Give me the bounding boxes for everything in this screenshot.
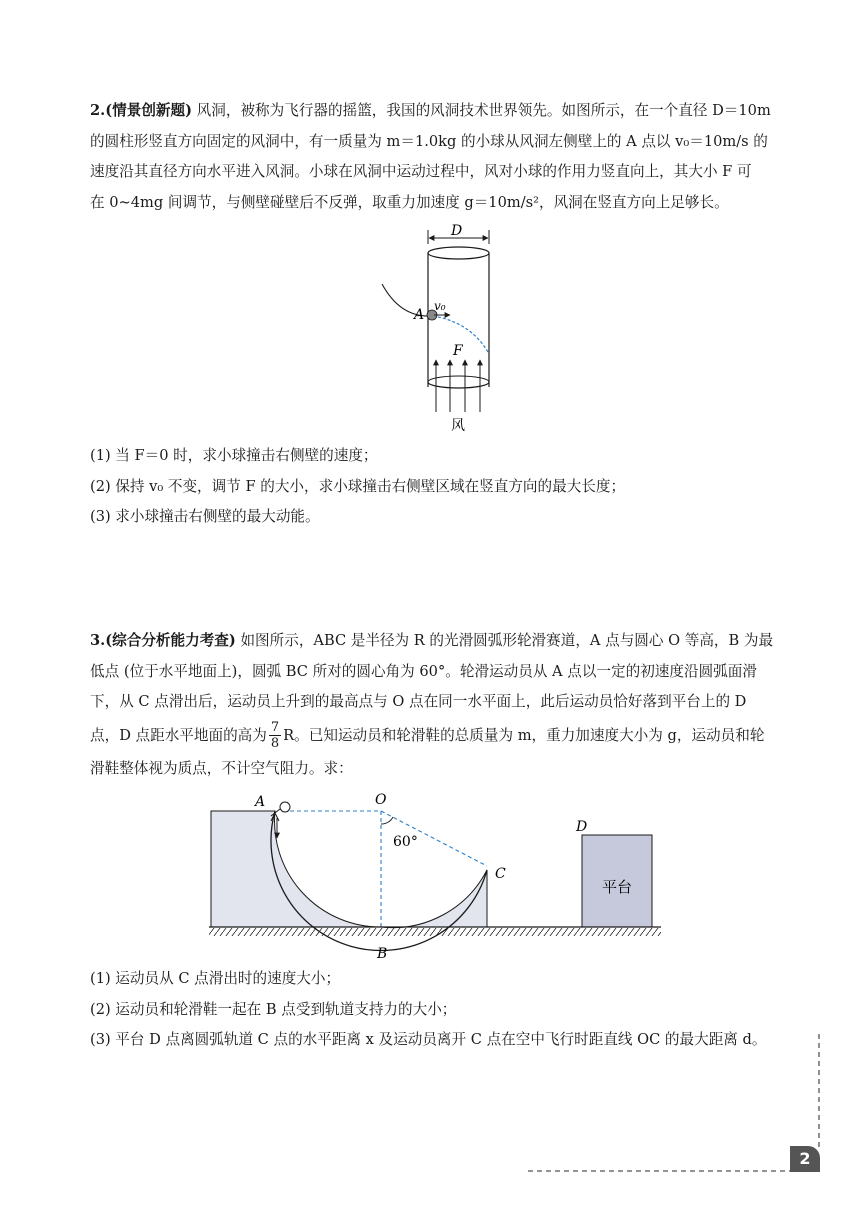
ramp-block-right (381, 870, 487, 928)
q3-stem-fragment: R。已知运动员和轮滑鞋的总质量为 m，重力加速度大小为 g，运动员和轮 (283, 726, 765, 744)
angle-arc (381, 817, 393, 824)
track-figure (205, 788, 665, 963)
ground-hatch (209, 928, 661, 936)
label-platform: 平台 (602, 878, 633, 896)
label-O: O (375, 792, 387, 808)
q2-parts (90, 441, 820, 533)
page-corner-decoration (520, 1030, 830, 1180)
label-wind: 风 (451, 418, 465, 434)
label-C: C (495, 866, 506, 882)
question-tag: (情景创新题) (105, 102, 193, 119)
q2-stem-line: 风洞，被称为飞行器的摇篮，我国的风洞技术世界领先。如图所示，在一个直径 D＝10m (196, 102, 771, 119)
q3-stem-line: 如图所示，ABC 是半径为 R 的光滑圆弧形轮滑赛道，A 点与圆心 O 等高，B 为最 (240, 632, 774, 649)
label-B: B (377, 946, 388, 962)
q2-part-1: (1) 当 F＝0 时，求小球撞击右侧壁的速度； (90, 447, 378, 464)
label-v0: v₀ (434, 299, 446, 313)
q2-stem-line: 在 0~4mg 间调节，与侧壁碰壁后不反弹，取重力加速度 g＝10m/s²，风洞在竖直方向上足够长。 (90, 193, 729, 211)
tunnel-top-ellipse (428, 247, 489, 259)
fraction-7-8 (269, 720, 281, 751)
q3-stem-line: 下，从 C 点滑出后，运动员上升到的最高点与 O 点在同一水平面上，此后运动员恰好落到平台上的 D (90, 693, 747, 710)
q2-stem-line: 的圆柱形竖直方向固定的风洞中，有一质量为 m＝1.0kg 的小球从风洞左侧壁上的 A 点以 v₀＝10m/s 的 (90, 132, 768, 150)
skater-head (280, 802, 290, 812)
question-number: 2. (90, 102, 106, 119)
question-tag: (综合分析能力考查) (105, 632, 236, 649)
q3-line-1 (90, 626, 808, 657)
label-D: D (576, 819, 588, 835)
label-D: D (451, 223, 463, 239)
q3-stem-line: 低点 (位于水平地面上)，圆弧 BC 所对的圆心角为 60°。轮滑运动员从 A 点以一定的初速度沿圆弧面滑 (90, 662, 757, 680)
q3-stem-fragment: 点，D 点距水平地面的高为 (90, 726, 267, 744)
q3-part-1: (1) 运动员从 C 点滑出时的速度大小； (90, 970, 341, 987)
q2-line-1 (90, 96, 808, 127)
q3-part-3: (3) 平台 D 点离圆弧轨道 C 点的水平距离 x 及运动员离开 C 点在空中飞行时距直线 OC 的最大距离 d。 (90, 1031, 767, 1048)
label-A: A (255, 794, 266, 810)
q3-line-4 (90, 718, 808, 754)
fraction-denominator: 8 (270, 736, 280, 751)
q2-part-3: (3) 求小球撞击右侧壁的最大动能。 (90, 508, 320, 525)
q2-part-2: (2) 保持 v₀ 不变，调节 F 的大小，求小球撞击右侧壁区域在竖直方向的最大长度； (90, 477, 626, 495)
wind-tunnel-figure (370, 222, 520, 437)
label-A: A (414, 307, 425, 323)
label-F: F (453, 343, 463, 359)
question-number: 3. (90, 632, 106, 649)
question-3 (90, 626, 808, 784)
q3-stem-line: 滑鞋整体视为质点，不计空气阻力。求： (90, 759, 353, 777)
question-2 (90, 96, 808, 218)
fraction-numerator: 7 (270, 720, 280, 735)
page-number: 2 (790, 1146, 820, 1172)
q3-part-2: (2) 运动员和轮滑鞋一起在 B 点受到轨道支持力的大小； (90, 1000, 457, 1018)
label-angle-60: 60° (393, 834, 418, 850)
q2-stem-line: 速度沿其直径方向水平进入风洞。小球在风洞中运动过程中，风对小球的作用力竖直向上，其大小 F 可 (90, 163, 752, 180)
